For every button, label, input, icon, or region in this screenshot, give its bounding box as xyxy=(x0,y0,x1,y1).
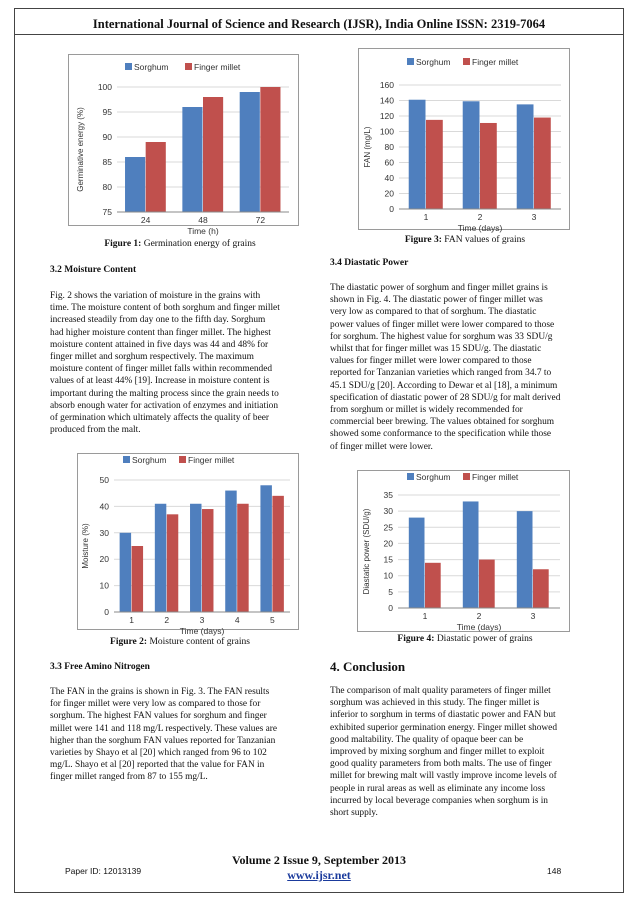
bar-finger-millet xyxy=(426,120,443,209)
paragraph-line: 45.1 SDU/g [20]. According to Dewar et al [18], a minimum xyxy=(330,380,558,391)
bar-sorghum xyxy=(125,157,145,212)
y-tick-label: 100 xyxy=(379,126,394,137)
section-3-2-paragraph xyxy=(50,290,315,436)
x-tick-label: 1 xyxy=(423,212,429,222)
legend-swatch-sorghum xyxy=(125,63,132,70)
y-tick-label: 30 xyxy=(383,506,393,517)
y-tick-label: 50 xyxy=(99,475,109,485)
figure-1-caption-text: Germination energy of grains xyxy=(141,239,256,249)
y-tick-label: 85 xyxy=(102,157,112,167)
y-tick-label: 0 xyxy=(104,607,109,617)
bar-sorghum xyxy=(260,485,271,612)
bar-sorghum xyxy=(240,92,260,212)
bar-sorghum xyxy=(463,501,479,608)
paragraph-line: finger millet and sorghum respectively. The maximum xyxy=(50,352,254,363)
x-tick-label: 3 xyxy=(530,611,536,621)
y-tick-label: 10 xyxy=(99,580,109,591)
y-tick-label: 20 xyxy=(384,188,394,199)
paragraph-line: very low as compared to that of sorghum. The diastatic xyxy=(330,307,537,318)
bar-finger-millet xyxy=(203,97,223,212)
x-tick-label: 2 xyxy=(476,611,482,621)
legend-swatch-sorghum xyxy=(407,473,414,480)
x-tick-label: 3 xyxy=(531,212,537,222)
legend-label: Sorghum xyxy=(132,455,167,465)
legend-label: Sorghum xyxy=(416,472,451,482)
bar-sorghum xyxy=(155,504,166,612)
x-tick-label: 2 xyxy=(477,212,483,222)
paragraph-line: mg/L. Shayo et al [20] reported that the value for FAN in xyxy=(50,760,265,771)
legend-swatch-finger-millet xyxy=(185,63,192,70)
section-4-heading: 4. Conclusion xyxy=(330,659,406,674)
paragraph-line: power values of finger millet were lower compared to those xyxy=(330,319,555,330)
y-tick-label: 80 xyxy=(102,182,112,192)
x-axis-title: Time (days) xyxy=(456,622,502,632)
figure-3-caption-label: Figure 3: xyxy=(404,235,442,245)
legend-swatch-sorghum xyxy=(407,58,414,65)
figure-4-caption xyxy=(345,634,585,644)
paragraph-line: time. The moisture content of both sorghum and finger millet xyxy=(50,303,280,314)
paragraph-line: values of at least 44% [19]. Increase in moisture content is xyxy=(50,376,270,387)
paragraph-line: Fig. 2 shows the variation of moisture in the grains with xyxy=(50,291,261,301)
y-tick-label: 60 xyxy=(384,157,394,168)
paragraph-line: millet were 141 and 118 mg/L respectively. These values are xyxy=(50,723,278,734)
bar-sorghum xyxy=(517,104,534,209)
paragraph-line: exhibited superior germination energy. Finger millet showed xyxy=(330,722,558,733)
paragraph-line: reported for Tanzanian varieties which ranged from 34.7 to xyxy=(330,368,552,379)
footer-paper-id: Paper ID: 12013139 xyxy=(65,866,142,876)
legend-swatch-finger-millet xyxy=(463,58,470,65)
legend-swatch-finger-millet xyxy=(463,473,470,480)
bar-finger-millet xyxy=(167,514,178,612)
x-tick-label: 1 xyxy=(422,611,428,621)
bar-finger-millet xyxy=(272,496,283,612)
y-tick-label: 40 xyxy=(384,173,394,183)
y-tick-label: 20 xyxy=(99,554,109,565)
paragraph-line: important during the malting process since the grain needs to xyxy=(50,388,279,399)
bar-sorghum xyxy=(190,504,201,612)
figure-4-caption-label: Figure 4: xyxy=(397,634,435,644)
paragraph-line: The comparison of malt quality parameters of finger millet xyxy=(330,686,551,696)
legend-swatch-finger-millet xyxy=(179,456,186,463)
y-tick-label: 90 xyxy=(102,132,112,142)
bar-finger-millet xyxy=(534,118,551,209)
paragraph-line: moisture content attained in five days was 44 and 48% for xyxy=(50,339,269,350)
paragraph-line: improved by mixing sorghum and finger millet to exploit xyxy=(330,747,545,758)
bar-sorghum xyxy=(463,101,480,209)
y-tick-label: 30 xyxy=(99,527,109,538)
bar-finger-millet xyxy=(260,87,280,212)
figure-3-chart xyxy=(358,48,570,233)
figure-3-caption xyxy=(345,235,585,245)
y-tick-label: 100 xyxy=(97,82,112,92)
bar-finger-millet xyxy=(237,504,248,612)
figure-4-chart xyxy=(357,470,570,632)
x-tick-label: 1 xyxy=(129,615,134,625)
paragraph-line: specification of diastatic power of 28 SDU/g for malt derived xyxy=(330,392,561,403)
y-tick-label: 140 xyxy=(379,95,394,106)
paragraph-line: finger millet ranged from 87 to 155 mg/L. xyxy=(50,772,208,783)
paragraph-line: moisture content of finger millet falls within recommended xyxy=(50,364,273,375)
figure-2-caption xyxy=(60,637,300,647)
paragraph-line: incurred by local beverage companies when sorghum is in xyxy=(330,795,548,806)
y-tick-label: 15 xyxy=(383,554,393,565)
bar-finger-millet xyxy=(533,569,549,608)
x-axis-title: Time (h) xyxy=(187,226,219,236)
section-4-paragraph xyxy=(330,685,595,819)
paragraph-line: sorghum. The highest FAN values for sorghum and finger xyxy=(50,711,267,722)
figure-2-caption-text: Moisture content of grains xyxy=(147,637,250,647)
y-axis-title: FAN (mg/L) xyxy=(363,126,372,168)
bar-sorghum xyxy=(182,107,202,212)
paragraph-line: values for finger millet were lower compared to those xyxy=(330,356,532,367)
legend-label: Sorghum xyxy=(416,57,451,67)
paragraph-line: for sorghum. The highest value for sorghum was 33 SDU/g xyxy=(330,331,553,342)
figure-2-svg xyxy=(78,454,298,636)
section-3-3-paragraph xyxy=(50,686,315,784)
bar-finger-millet xyxy=(132,546,143,612)
figure-2-caption-label: Figure 2: xyxy=(110,637,148,647)
figure-4-caption-text: Diastatic power of grains xyxy=(434,634,533,644)
bar-sorghum xyxy=(517,511,533,608)
y-tick-label: 160 xyxy=(379,80,394,90)
header-rule xyxy=(14,34,624,35)
paragraph-line: showed some conformance to the specification while those xyxy=(330,429,552,440)
section-3-3-heading: 3.3 Free Amino Nitrogen xyxy=(50,662,150,672)
paragraph-line: higher than the sorghum FAN values reported for Tanzanian xyxy=(50,735,276,746)
y-tick-label: 75 xyxy=(102,207,112,217)
y-axis-title: Germinative energy (%) xyxy=(76,107,85,192)
bar-sorghum xyxy=(225,491,236,612)
footer-url-link[interactable]: www.ijsr.net xyxy=(287,868,351,882)
x-tick-label: 72 xyxy=(255,215,266,225)
figure-4-svg xyxy=(358,471,569,631)
x-axis-title: Time (days) xyxy=(179,626,225,636)
paragraph-line: The FAN in the grains is shown in Fig. 3. The FAN results xyxy=(50,687,270,697)
paragraph-line: varieties by Shayo et al [20] which ranged from 96 to 102 xyxy=(50,748,267,759)
y-axis-title: Moisture (%) xyxy=(81,523,90,569)
legend-label: Finger millet xyxy=(194,62,241,72)
bar-finger-millet xyxy=(425,563,441,608)
y-tick-label: 5 xyxy=(388,586,393,597)
legend-label: Finger millet xyxy=(472,472,519,482)
footer-volume: Volume 2 Issue 9, September 2013 xyxy=(231,853,406,867)
section-3-4-paragraph xyxy=(330,282,595,453)
x-axis-title: Time (days) xyxy=(457,223,503,233)
y-tick-label: 40 xyxy=(99,501,109,512)
y-tick-label: 0 xyxy=(388,603,393,613)
paragraph-line: of germination which ultimately affects the quality of beer xyxy=(50,413,270,424)
x-tick-label: 3 xyxy=(199,615,205,625)
paragraph-line: commercial beer brewing. The values obtained for sorghum xyxy=(330,417,555,428)
figure-3-caption-text: FAN values of grains xyxy=(441,235,526,245)
paragraph-line: millet for brewing malt will vastly improve income levels of xyxy=(330,771,557,782)
y-axis-title: Diastatic power (SDU/g) xyxy=(362,508,371,595)
legend-label: Finger millet xyxy=(188,455,235,465)
figure-2-chart xyxy=(77,453,299,636)
paragraph-line: increased steadily from day one to the fifth day. Sorghum xyxy=(50,315,266,326)
paragraph-line: of finger millet were lower. xyxy=(330,441,433,452)
figure-1-caption xyxy=(60,239,300,249)
paragraph-line: absorb enough water for activation of enzymes and initiation xyxy=(50,400,279,411)
section-3-2-heading: 3.2 Moisture Content xyxy=(50,265,137,275)
bar-finger-millet xyxy=(146,142,166,212)
bar-sorghum xyxy=(120,533,131,612)
y-tick-label: 35 xyxy=(383,490,393,500)
bar-sorghum xyxy=(409,518,425,608)
paragraph-line: people in rural areas as well as eliminate any income loss xyxy=(330,783,546,794)
paragraph-line: The diastatic power of sorghum and finger millet grains is xyxy=(330,283,548,293)
paragraph-line: from sorghum or millet is widely recommended for xyxy=(330,405,523,416)
figure-3-svg xyxy=(359,49,569,233)
y-tick-label: 10 xyxy=(383,570,393,581)
x-tick-label: 48 xyxy=(198,215,208,225)
paragraph-line: for finger millet were very low as compared to those for xyxy=(50,699,261,710)
legend-label: Sorghum xyxy=(134,62,169,72)
footer-page-number: 148 xyxy=(547,866,562,876)
legend-label: Finger millet xyxy=(472,57,519,67)
x-tick-label: 24 xyxy=(140,215,151,225)
paragraph-line: whilst that for finger millet was 15 SDU/g. The diastatic xyxy=(330,344,542,355)
bar-finger-millet xyxy=(479,560,495,608)
paragraph-line: had higher moisture content than finger millet. The highest xyxy=(50,327,271,338)
paragraph-line: good quality parameters from both malts. The use of finger xyxy=(330,759,552,770)
paragraph-line: shown in Fig. 4. The diastatic power of finger millet was xyxy=(330,295,543,306)
bar-finger-millet xyxy=(480,123,497,209)
paragraph-line: inferior to sorghum in terms of diastatic power and FAN but xyxy=(330,710,556,721)
section-3-4-heading: 3.4 Diastatic Power xyxy=(330,258,409,268)
y-tick-label: 80 xyxy=(384,142,394,152)
paragraph-line: good maltability. The quality of opaque beer can be xyxy=(330,734,524,745)
figure-1-caption-label: Figure 1: xyxy=(104,239,142,249)
y-tick-label: 95 xyxy=(102,107,112,117)
x-tick-label: 4 xyxy=(234,615,240,625)
bar-finger-millet xyxy=(202,509,213,612)
y-tick-label: 120 xyxy=(379,111,394,121)
legend-swatch-sorghum xyxy=(123,456,130,463)
paragraph-line: produced from the malt. xyxy=(50,425,141,436)
paragraph-line: sorghum was achieved in this study. The finger millet is xyxy=(330,698,540,709)
x-tick-label: 5 xyxy=(270,615,275,625)
x-tick-label: 2 xyxy=(164,615,170,625)
y-tick-label: 0 xyxy=(389,204,394,214)
bar-sorghum xyxy=(409,100,426,209)
journal-header: International Journal of Science and Research (IJSR), India Online ISSN: 2319-7064 xyxy=(92,17,546,31)
y-tick-label: 20 xyxy=(383,538,393,549)
figure-1-chart xyxy=(68,54,299,236)
y-tick-label: 25 xyxy=(383,522,393,533)
figure-1-svg xyxy=(69,55,298,236)
paragraph-line: short supply. xyxy=(330,808,378,819)
